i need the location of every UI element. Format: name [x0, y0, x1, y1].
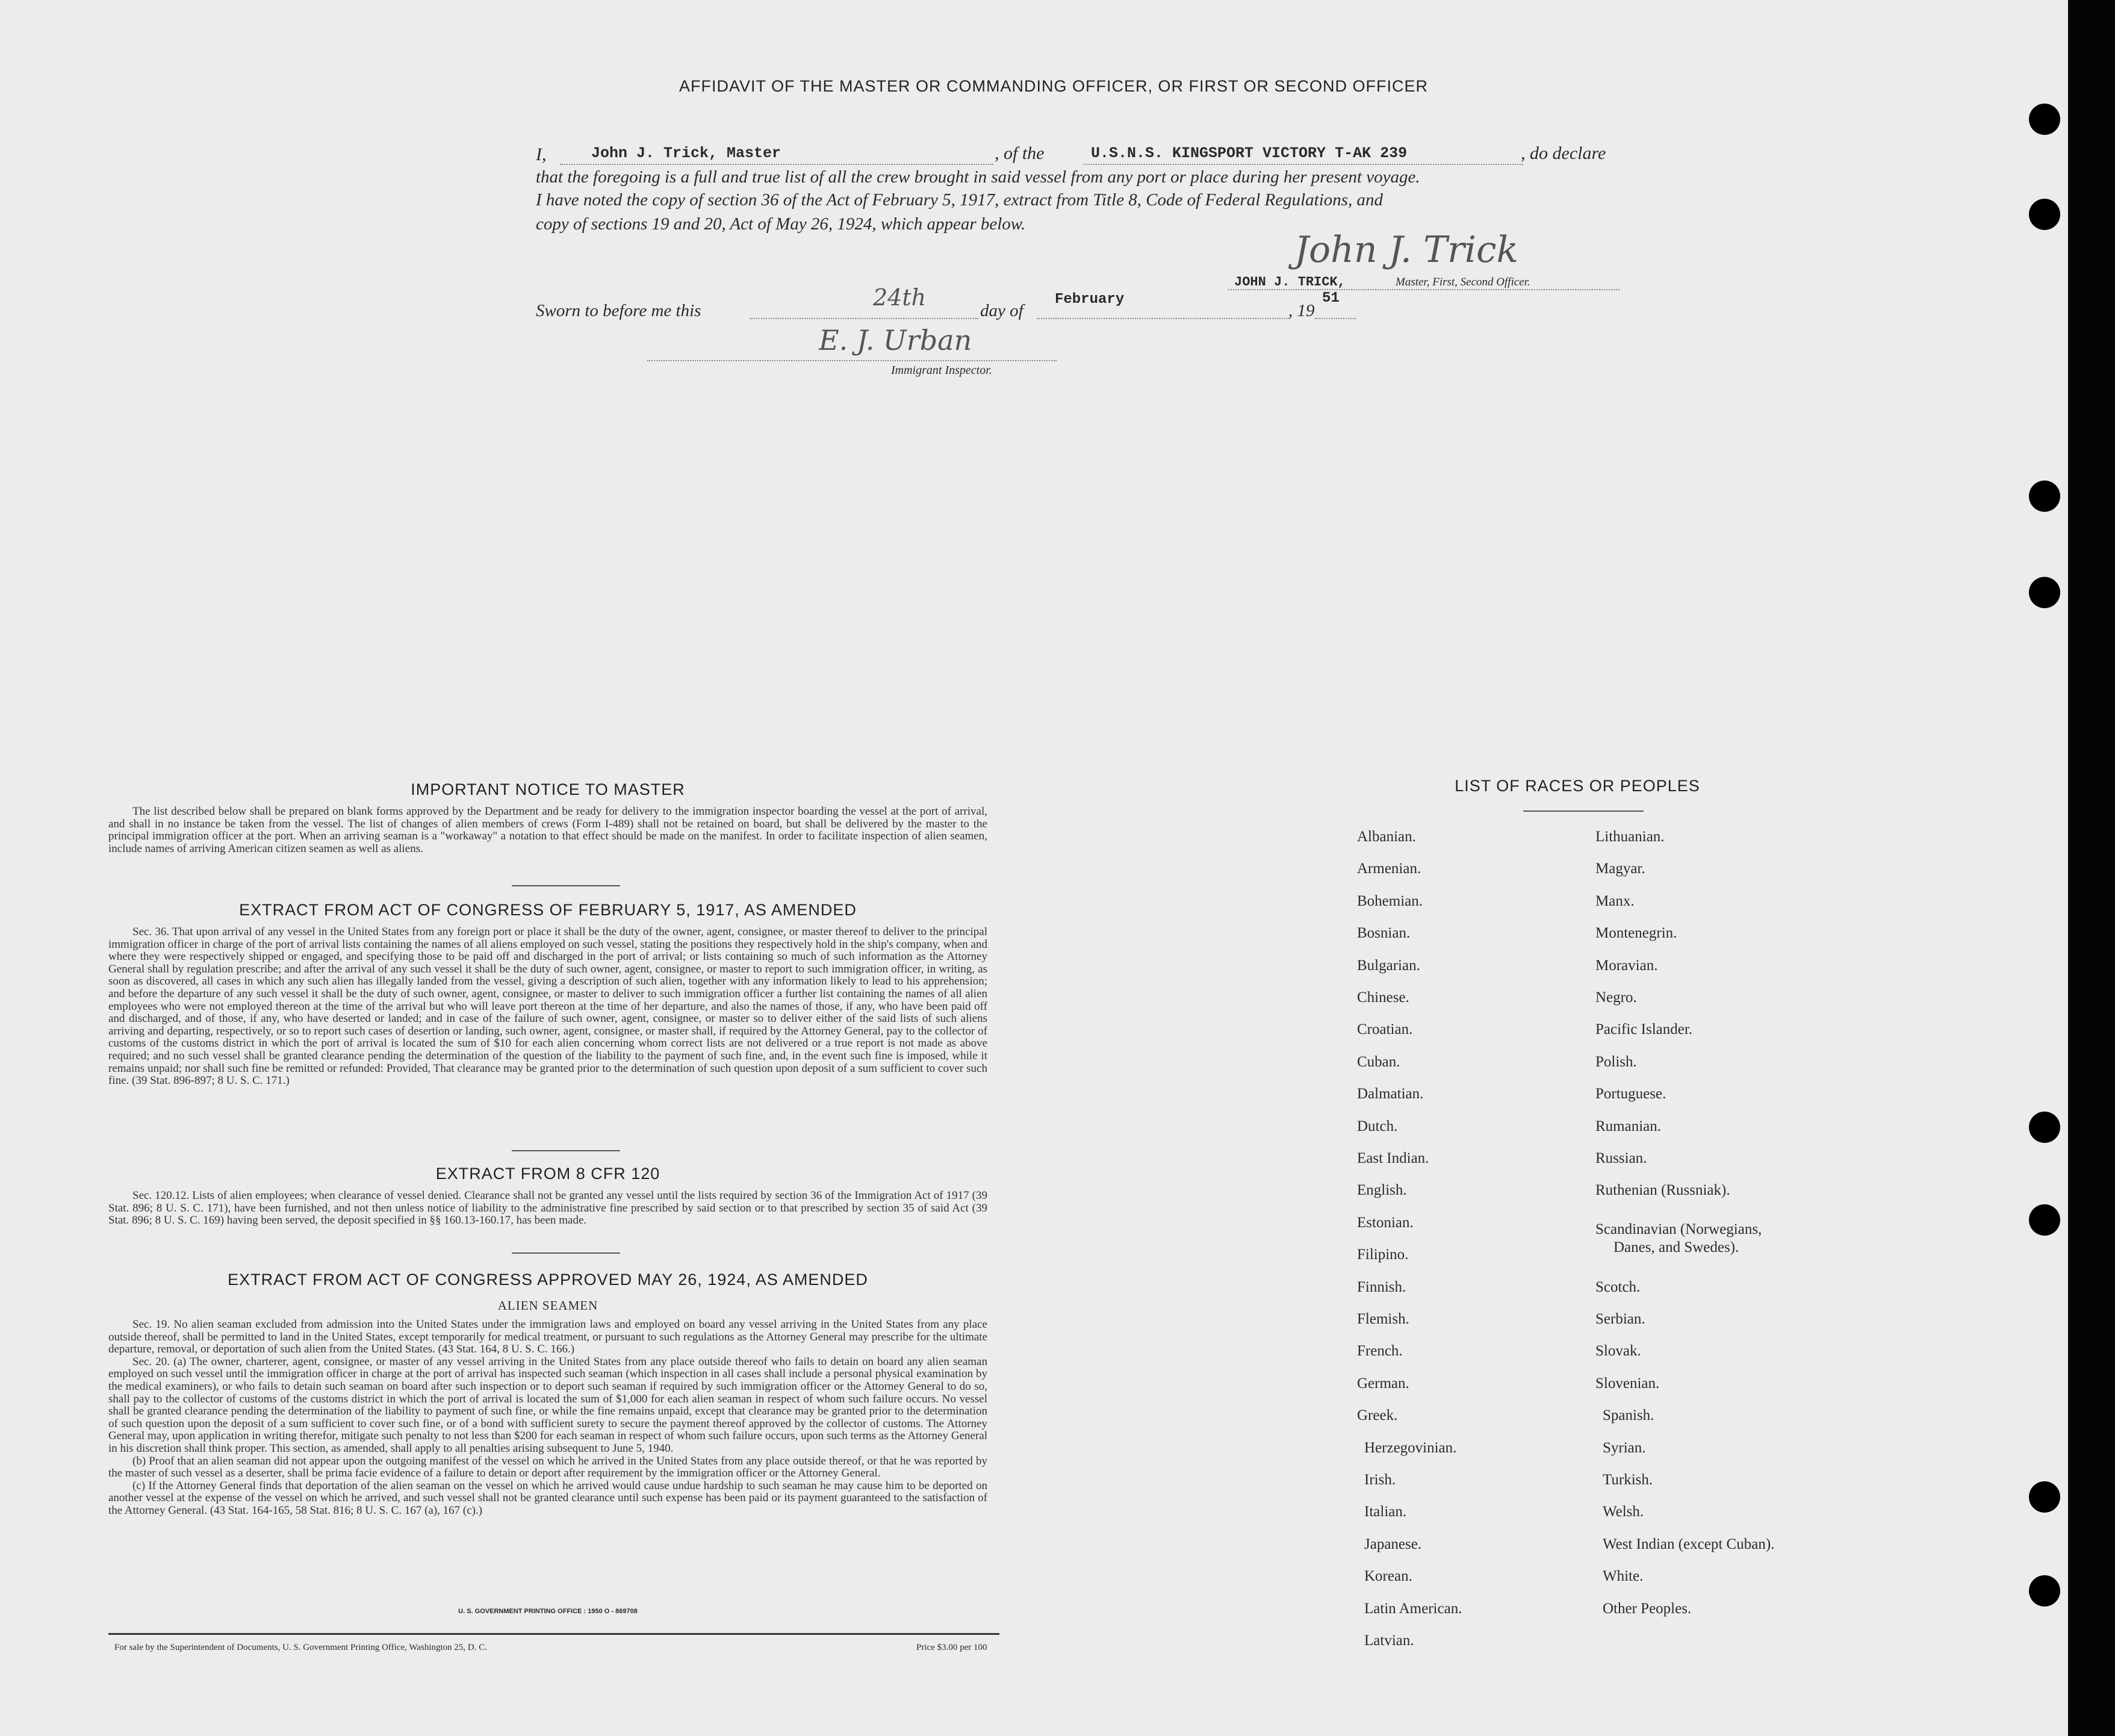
race-item: Moravian.	[1595, 957, 1658, 974]
race-item: Italian.	[1364, 1504, 1407, 1520]
race-item: English.	[1357, 1182, 1407, 1199]
punch-hole	[2029, 199, 2060, 230]
signer-line	[1228, 289, 1620, 290]
year-line	[1315, 318, 1356, 319]
vessel-line	[1084, 164, 1523, 165]
extract-8cfr-paragraph: Sec. 120.12. Lists of alien employees; when clearance of vessel denied. Clearance shall not be granted any vessel until the lists required by section 36 of the Immigration Act of 1917 (39 Stat. 896; 8 U. S. C. 171), have been furnished, and not then unless notice of liability to the administrative fine prescribed by said section or to that prescribed by section 35 of said Act (39 Stat. 896; 8 U. S. C. 169) having been served, the deposit specified in §§ 160.13-160.17, has been made.	[108, 1189, 987, 1227]
sec-20a-paragraph: Sec. 20. (a) The owner, charterer, agent, consignee, or master of any vessel arriving in the United States from any place outside thereof who fails to detain on board any alien seaman employed on such vessel until the immigration officer in charge at the port of arrival has inspected such seaman (which inspection in all cases shall include a personal physical examination by the medical examiners), or who fails to detain such seaman on board after such inspection or to deport such seaman if required by such immigration officer or the Attorney General to do so, shall pay to the collector of customs of the customs district in which the port of arrival is located the sum of $1,000 for each alien seaman in respect of whom such failure occurs. No vessel shall be granted clearance pending the determination of the liability to payment of such fine, or while the fine remains unpaid, except that clearance may be granted prior to the determination of such question upon the deposit of a sum sufficient to cover such fine, or of a bond with sufficient surety to secure the payment thereof approved by the collector of customs. The Attorney General may, upon application in writing therefor, mitigate such penalty to not less than $200 for each seaman in respect of whom such failure occurs, upon such terms as the Attorney General in his discretion shall think proper. This section, as amended, shall apply to all penalties arising subsequent to June 5, 1940.	[108, 1355, 987, 1455]
punch-hole	[2029, 1575, 2060, 1607]
race-item: Negro.	[1595, 989, 1637, 1006]
punch-hole	[2029, 481, 2060, 512]
extract-8cfr-title: EXTRACT FROM 8 CFR 120	[435, 1165, 660, 1183]
vessel-name: U.S.N.S. KINGSPORT VICTORY T-AK 239	[1091, 145, 1408, 162]
race-item: Other Peoples.	[1603, 1600, 1692, 1617]
sworn-day: 24th	[873, 284, 927, 311]
race-item: Latvian.	[1364, 1632, 1414, 1649]
gpo-imprint: U. S. GOVERNMENT PRINTING OFFICE : 1950 O - 869708	[458, 1608, 638, 1615]
affidavit-do-declare: , do declare	[1521, 143, 1606, 163]
punch-hole	[2029, 1204, 2060, 1236]
race-item: Japanese.	[1364, 1535, 1422, 1552]
race-item: Flemish.	[1357, 1311, 1409, 1327]
race-item: Magyar.	[1595, 860, 1645, 877]
race-item: Cuban.	[1357, 1053, 1400, 1070]
race-item: East Indian.	[1357, 1150, 1429, 1166]
punch-hole	[2029, 104, 2060, 135]
day-of-label: day of	[980, 301, 1023, 320]
divider	[512, 885, 620, 886]
inspector-line	[647, 360, 1057, 361]
races-title-rule	[1523, 810, 1644, 812]
race-item: Polish.	[1595, 1053, 1637, 1070]
race-item: German.	[1357, 1375, 1409, 1392]
race-item: Filipino.	[1357, 1246, 1409, 1263]
inspector-title: Immigrant Inspector.	[891, 364, 992, 377]
race-item: Ruthenian (Russniak).	[1595, 1182, 1730, 1199]
race-item: Korean.	[1364, 1568, 1412, 1585]
races-title: LIST OF RACES OR PEOPLES	[1455, 777, 1700, 795]
extract-1917-title: EXTRACT FROM ACT OF CONGRESS OF FEBRUARY 5, 1917, AS AMENDED	[239, 901, 857, 919]
punch-hole	[2029, 577, 2060, 608]
year-suffix: 51	[1322, 290, 1340, 306]
race-item: Scandinavian (Norwegians,	[1595, 1221, 1762, 1237]
race-item: Greek.	[1357, 1407, 1398, 1424]
notice-paragraph: The list described below shall be prepared on blank forms approved by the Department and be ready for delivery to the immigration inspector boarding the vessel at the port of arrival, and shall in no instance be taken from the vessel. The list of changes of alien members of crews (Form I-489) shall not be retained on board, but shall be delivered by the master to the principal immigration officer at the port. When an arriving seaman is a "workaway" a notation to that effect should be made on the manifest. In order to facilitate inspection of alien seamen, include names of arriving American citizen seamen as well as aliens.	[108, 805, 987, 855]
race-item: Slovak.	[1595, 1343, 1641, 1360]
race-item: Armenian.	[1357, 860, 1421, 877]
extract-1924-title: EXTRACT FROM ACT OF CONGRESS APPROVED MAY 26, 1924, AS AMENDED	[228, 1271, 868, 1289]
sworn-month-line	[1037, 318, 1290, 319]
extract-8cfr-text	[108, 1190, 987, 1227]
master-signature: John J. Trick	[1294, 229, 1518, 271]
race-item: Russian.	[1595, 1150, 1647, 1166]
affidavit-i-label: I,	[536, 145, 547, 164]
sec-19-paragraph: Sec. 19. No alien seaman excluded from admission into the United States under the immigration laws and employed on board any vessel arriving in the United States from any place outside thereof, shall be permitted to land in the United States, except temporarily for medical treatment, or pursuant to such regulations as the Attorney General may prescribe for the ultimate departure, removal, or deportation of such alien from the United States. (43 Stat. 164, 8 U. S. C. 166.)	[108, 1318, 987, 1356]
declarant-line	[560, 164, 993, 165]
footer-price: Price $3.00 per 100	[916, 1643, 987, 1652]
divider	[512, 1252, 620, 1254]
extract-1924-subtitle: ALIEN SEAMEN	[497, 1298, 598, 1313]
affidavit-line-4: copy of sections 19 and 20, Act of May 26, 1924, which appear below.	[536, 214, 1026, 234]
race-item: Lithuanian.	[1595, 829, 1665, 845]
race-item: Danes, and Swedes).	[1613, 1239, 1739, 1255]
race-item: Latin American.	[1364, 1600, 1462, 1617]
race-item: Bulgarian.	[1357, 957, 1420, 974]
sworn-day-line	[750, 318, 978, 319]
signer-typed-name: JOHN J. TRICK,	[1234, 275, 1346, 290]
race-item: Spanish.	[1603, 1407, 1654, 1424]
affidavit-line-3: I have noted the copy of section 36 of the Act of February 5, 1917, extract from Title 8, Code of Federal Regulations, and	[536, 190, 1384, 210]
inspector-signature: E. J. Urban	[819, 324, 972, 356]
race-item: Welsh.	[1603, 1504, 1644, 1520]
declarant-name: John J. Trick, Master	[591, 145, 781, 162]
extract-1917-paragraph: Sec. 36. That upon arrival of any vessel in the United States from any foreign port or place it shall be the duty of the owner, agent, consignee, or master thereof to deliver to the principal immigration officer in charge of the port of arrival lists containing the names of all aliens employed on such vessel, stating the positions they respectively hold in the ship's company, when and where they were respectively shipped or engaged, and specifying those to be paid off and discharged in the port of arrival; or lists containing so much of such information as the Attorney General shall by regulation prescribe; and after the arrival of any such vessel it shall be the duty of such owner, agent, consignee, or master to report to such immigration officer, in writing, as soon as discovered, all cases in which any such alien has illegally landed from the vessel, giving a description of such alien, together with any information likely to lead to his apprehension; and before the departure of any such vessel it shall be the duty of such owner, agent, consignee, or master to deliver to such immigration officer a further list containing the names of all alien employees who were not employed thereon at the time of the arrival but who will leave port thereon at the time of her departure, and also the names of those, if any, who have been paid off and discharged, and of those, if any, who have deserted or landed; and in case of the failure of such owner, agent, consignee, or master so to deliver either of the said lists of such aliens arriving and departing, respectively, or so to report such cases of desertion or landing, such owner, agent, consignee, or master shall, if required by the Attorney General, pay to the collector of customs of the customs district in which the port of arrival is located the sum of $10 for each alien concerning whom correct lists are not delivered or a true report is not made as above required; and no such vessel shall be granted clearance pending the determination of the question of the liability to the payment of such fine, and, in the event such fine is imposed, while it remains unpaid; nor shall such fine be remitted or refunded: Provided, That clearance may be granted prior to the determination of such question upon deposit of a sum sufficient to cover such fine. (39 Stat. 896-897; 8 U. S. C. 171.)	[108, 926, 987, 1087]
race-item: Slovenian.	[1595, 1375, 1660, 1392]
race-item: Finnish.	[1357, 1278, 1406, 1295]
sworn-label: Sworn to before me this	[536, 301, 701, 320]
race-item: Herzegovinian.	[1364, 1439, 1457, 1456]
affidavit-line-2: that the foregoing is a full and true list of all the crew brought in said vessel from any port or place during her present voyage.	[536, 167, 1420, 187]
extract-1924-text	[108, 1319, 987, 1517]
year-prefix: , 19	[1288, 301, 1315, 320]
footer-sale-note: For sale by the Superintendent of Documents, U. S. Government Printing Office, Washington 25, D. C.	[114, 1643, 487, 1652]
extract-1917-text	[108, 926, 987, 1087]
notice-text	[108, 806, 987, 855]
race-item: Rumanian.	[1595, 1118, 1662, 1134]
race-item: Dutch.	[1357, 1118, 1398, 1134]
divider	[512, 1150, 620, 1151]
race-item: Chinese.	[1357, 989, 1409, 1006]
sworn-month: February	[1055, 291, 1125, 308]
race-item: Montenegrin.	[1595, 925, 1677, 942]
race-item: Irish.	[1364, 1472, 1396, 1488]
signer-title: Master, First, Second Officer.	[1396, 276, 1530, 288]
race-item: Estonian.	[1357, 1214, 1414, 1231]
punch-hole	[2029, 1112, 2060, 1143]
race-item: Portuguese.	[1595, 1086, 1666, 1103]
race-item: West Indian (except Cuban).	[1603, 1535, 1775, 1552]
race-item: Albanian.	[1357, 829, 1416, 845]
sec-20b-paragraph: (b) Proof that an alien seaman did not appear upon the outgoing manifest of the vessel on which he arrived in the United States from any place outside thereof, or that he was reported by the master of such vessel as a deserter, shall be prima facie evidence of a failure to detain or deport after requirement by the immigration officer or the Attorney General.	[108, 1454, 987, 1480]
race-item: Serbian.	[1595, 1311, 1645, 1327]
race-item: Pacific Islander.	[1595, 1021, 1693, 1038]
race-item: Dalmatian.	[1357, 1086, 1424, 1103]
affidavit-of-the: , of the	[995, 143, 1045, 163]
race-item: Manx.	[1595, 892, 1635, 909]
sec-20c-paragraph: (c) If the Attorney General finds that deportation of the alien seaman on the vessel on which he arrived would cause undue hardship to such seaman he may cause him to be deported on another vessel at the expense of the vessel on which he arrived, and such vessel shall not be granted clearance until such expense has been paid or its payment guaranteed to the satisfaction of the Attorney General. (43 Stat. 164-165, 58 Stat. 816; 8 U. S. C. 167 (a), 167 (c).)	[108, 1479, 987, 1517]
race-item: Turkish.	[1603, 1472, 1653, 1488]
notice-title: IMPORTANT NOTICE TO MASTER	[411, 780, 685, 798]
race-item: Syrian.	[1603, 1439, 1646, 1456]
punch-hole	[2029, 1481, 2060, 1513]
race-item: Croatian.	[1357, 1021, 1413, 1038]
affidavit-title: AFFIDAVIT OF THE MASTER OR COMMANDING OFFICER, OR FIRST OR SECOND OFFICER	[679, 77, 1429, 95]
race-item: White.	[1603, 1568, 1644, 1585]
footer-rule	[108, 1633, 999, 1635]
race-item: Bosnian.	[1357, 925, 1411, 942]
race-item: French.	[1357, 1343, 1403, 1360]
race-item: Bohemian.	[1357, 892, 1423, 909]
race-item: Scotch.	[1595, 1278, 1641, 1295]
